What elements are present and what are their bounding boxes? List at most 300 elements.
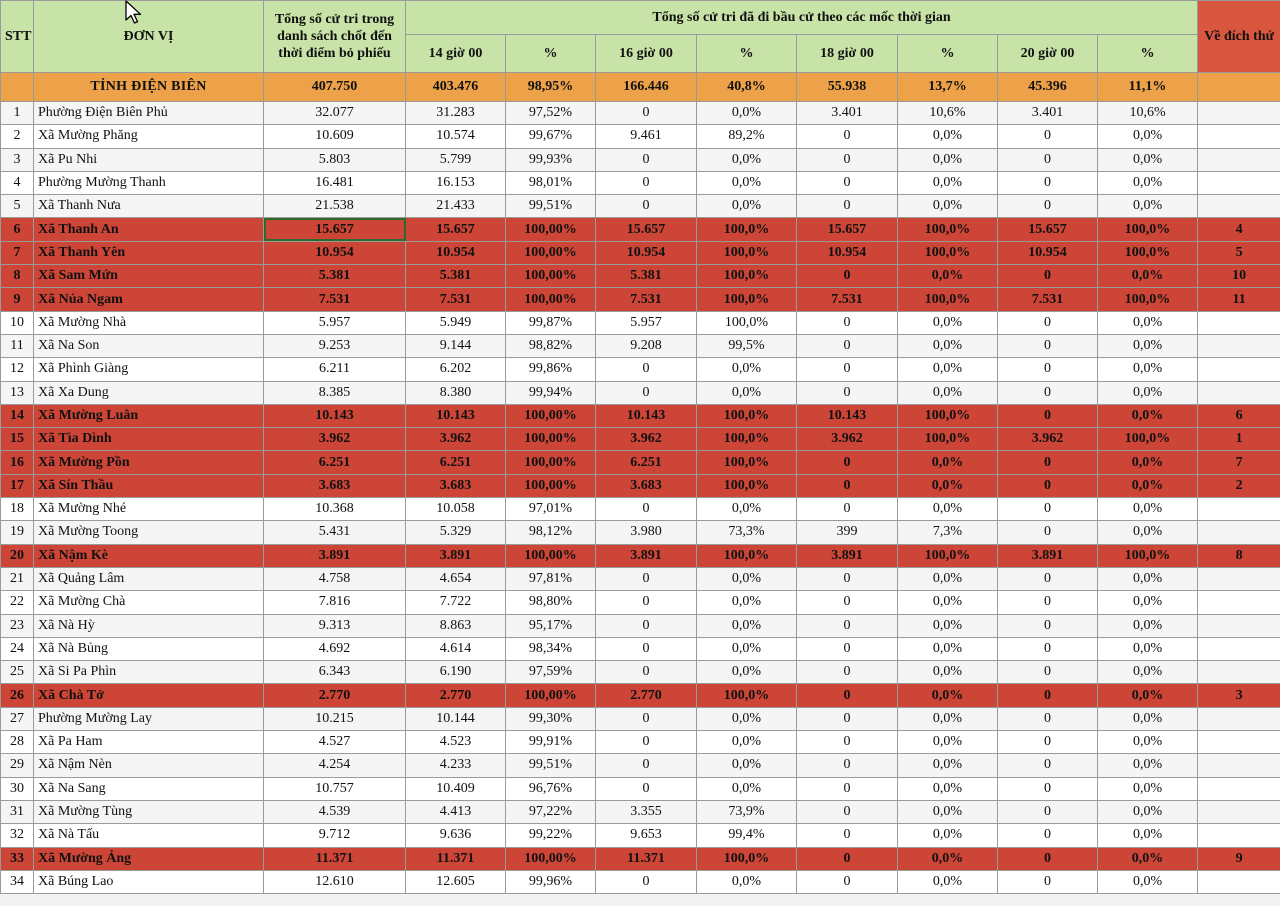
row-pct-18h[interactable]: 0,0% — [898, 567, 998, 590]
row-stt[interactable]: 16 — [1, 451, 34, 474]
row-stt[interactable]: 15 — [1, 428, 34, 451]
row-voted-16h[interactable]: 9.208 — [596, 334, 697, 357]
row-unit-name[interactable]: Xã Mường Chà — [34, 591, 264, 614]
row-voted-18h[interactable]: 0 — [797, 451, 898, 474]
row-total-voters[interactable]: 4.539 — [264, 800, 406, 823]
row-pct-18h[interactable]: 0,0% — [898, 171, 998, 194]
row-voted-14h[interactable]: 6.202 — [406, 358, 506, 381]
row-pct-16h[interactable]: 0,0% — [697, 637, 797, 660]
row-pct-20h[interactable]: 0,0% — [1098, 707, 1198, 730]
row-voted-20h[interactable]: 7.531 — [998, 288, 1098, 311]
row-finish-rank[interactable]: 9 — [1198, 847, 1280, 870]
row-pct-14h[interactable]: 99,96% — [506, 870, 596, 893]
row-pct-14h[interactable]: 99,91% — [506, 731, 596, 754]
row-pct-14h[interactable]: 100,00% — [506, 241, 596, 264]
table-row[interactable] — [1, 404, 1280, 427]
row-pct-18h[interactable]: 100,0% — [898, 241, 998, 264]
row-unit-name[interactable]: Phường Mường Thanh — [34, 171, 264, 194]
row-voted-20h[interactable]: 0 — [998, 637, 1098, 660]
row-pct-16h[interactable]: 0,0% — [697, 731, 797, 754]
row-finish-rank[interactable]: 6 — [1198, 404, 1280, 427]
total-voters[interactable]: 407.750 — [264, 73, 406, 102]
row-unit-name[interactable]: Xã Pu Nhi — [34, 148, 264, 171]
row-stt[interactable]: 33 — [1, 847, 34, 870]
total-row[interactable] — [1, 73, 1280, 102]
row-unit-name[interactable]: Xã Nậm Nèn — [34, 754, 264, 777]
row-total-voters[interactable]: 6.211 — [264, 358, 406, 381]
row-pct-20h[interactable]: 0,0% — [1098, 148, 1198, 171]
row-pct-18h[interactable]: 100,0% — [898, 288, 998, 311]
header-unit[interactable]: ĐƠN VỊ — [34, 1, 264, 73]
row-pct-18h[interactable]: 0,0% — [898, 847, 998, 870]
row-pct-16h[interactable]: 0,0% — [697, 707, 797, 730]
row-pct-14h[interactable]: 99,67% — [506, 125, 596, 148]
row-voted-14h[interactable]: 12.605 — [406, 870, 506, 893]
row-unit-name[interactable]: Phường Mường Lay — [34, 707, 264, 730]
row-voted-14h[interactable]: 8.380 — [406, 381, 506, 404]
row-stt[interactable]: 25 — [1, 661, 34, 684]
row-voted-20h[interactable]: 10.954 — [998, 241, 1098, 264]
row-pct-18h[interactable]: 0,0% — [898, 707, 998, 730]
row-voted-20h[interactable]: 15.657 — [998, 218, 1098, 241]
row-total-voters[interactable]: 5.803 — [264, 148, 406, 171]
row-pct-14h[interactable]: 100,00% — [506, 544, 596, 567]
row-pct-16h[interactable]: 0,0% — [697, 777, 797, 800]
row-pct-16h[interactable]: 0,0% — [697, 148, 797, 171]
table-row[interactable] — [1, 195, 1280, 218]
row-pct-14h[interactable]: 99,87% — [506, 311, 596, 334]
row-voted-18h[interactable]: 0 — [797, 358, 898, 381]
row-voted-16h[interactable]: 11.371 — [596, 847, 697, 870]
table-row[interactable] — [1, 358, 1280, 381]
row-pct-16h[interactable]: 100,0% — [697, 428, 797, 451]
row-voted-16h[interactable]: 0 — [596, 498, 697, 521]
row-total-voters[interactable]: 6.343 — [264, 661, 406, 684]
row-voted-18h[interactable]: 3.891 — [797, 544, 898, 567]
row-voted-18h[interactable]: 0 — [797, 847, 898, 870]
table-row[interactable] — [1, 591, 1280, 614]
row-pct-20h[interactable]: 0,0% — [1098, 334, 1198, 357]
row-voted-18h[interactable]: 0 — [797, 800, 898, 823]
row-voted-20h[interactable]: 0 — [998, 870, 1098, 893]
row-voted-14h[interactable]: 7.531 — [406, 288, 506, 311]
row-stt[interactable]: 11 — [1, 334, 34, 357]
row-voted-16h[interactable]: 9.461 — [596, 125, 697, 148]
row-voted-20h[interactable]: 0 — [998, 381, 1098, 404]
row-pct-16h[interactable]: 100,0% — [697, 451, 797, 474]
row-total-voters[interactable]: 4.527 — [264, 731, 406, 754]
row-voted-14h[interactable]: 5.799 — [406, 148, 506, 171]
row-stt[interactable]: 21 — [1, 567, 34, 590]
row-stt[interactable]: 30 — [1, 777, 34, 800]
row-finish-rank[interactable] — [1198, 591, 1280, 614]
row-voted-16h[interactable]: 0 — [596, 567, 697, 590]
table-row[interactable] — [1, 498, 1280, 521]
row-pct-16h[interactable]: 0,0% — [697, 358, 797, 381]
row-voted-14h[interactable]: 16.153 — [406, 171, 506, 194]
row-stt[interactable]: 32 — [1, 824, 34, 847]
row-pct-20h[interactable]: 0,0% — [1098, 404, 1198, 427]
table-row[interactable] — [1, 637, 1280, 660]
table-row[interactable] — [1, 521, 1280, 544]
row-pct-16h[interactable]: 100,0% — [697, 544, 797, 567]
row-pct-20h[interactable]: 0,0% — [1098, 754, 1198, 777]
row-voted-14h[interactable]: 21.433 — [406, 195, 506, 218]
row-pct-18h[interactable]: 0,0% — [898, 125, 998, 148]
row-total-voters[interactable]: 11.371 — [264, 847, 406, 870]
row-pct-14h[interactable]: 100,00% — [506, 684, 596, 707]
row-voted-16h[interactable]: 10.143 — [596, 404, 697, 427]
row-pct-14h[interactable]: 97,01% — [506, 498, 596, 521]
row-unit-name[interactable]: Xã Na Son — [34, 334, 264, 357]
row-stt[interactable]: 17 — [1, 474, 34, 497]
row-total-voters[interactable]: 8.385 — [264, 381, 406, 404]
row-pct-18h[interactable]: 0,0% — [898, 731, 998, 754]
row-pct-18h[interactable]: 0,0% — [898, 661, 998, 684]
row-voted-16h[interactable]: 3.962 — [596, 428, 697, 451]
row-total-voters[interactable]: 10.609 — [264, 125, 406, 148]
table-row[interactable] — [1, 614, 1280, 637]
row-voted-14h[interactable]: 4.614 — [406, 637, 506, 660]
row-voted-20h[interactable]: 3.962 — [998, 428, 1098, 451]
header-20h[interactable]: 20 giờ 00 — [998, 35, 1098, 73]
header-pct-14h[interactable]: % — [506, 35, 596, 73]
row-pct-14h[interactable]: 99,51% — [506, 754, 596, 777]
row-pct-18h[interactable]: 7,3% — [898, 521, 998, 544]
table-row[interactable] — [1, 824, 1280, 847]
row-unit-name[interactable]: Xã Mường Tùng — [34, 800, 264, 823]
row-total-voters[interactable]: 5.381 — [264, 265, 406, 288]
row-pct-14h[interactable]: 98,82% — [506, 334, 596, 357]
row-voted-14h[interactable]: 3.962 — [406, 428, 506, 451]
row-voted-14h[interactable]: 31.283 — [406, 102, 506, 125]
row-stt[interactable]: 3 — [1, 148, 34, 171]
row-voted-14h[interactable]: 4.654 — [406, 567, 506, 590]
row-finish-rank[interactable] — [1198, 824, 1280, 847]
table-row[interactable] — [1, 707, 1280, 730]
row-voted-16h[interactable]: 10.954 — [596, 241, 697, 264]
row-voted-16h[interactable]: 0 — [596, 870, 697, 893]
table-row[interactable] — [1, 451, 1280, 474]
row-voted-16h[interactable]: 3.980 — [596, 521, 697, 544]
row-finish-rank[interactable] — [1198, 800, 1280, 823]
row-voted-20h[interactable]: 0 — [998, 311, 1098, 334]
row-pct-20h[interactable]: 0,0% — [1098, 800, 1198, 823]
row-stt[interactable]: 9 — [1, 288, 34, 311]
row-voted-20h[interactable]: 0 — [998, 800, 1098, 823]
row-pct-20h[interactable]: 0,0% — [1098, 265, 1198, 288]
row-voted-18h[interactable]: 10.954 — [797, 241, 898, 264]
row-total-voters[interactable]: 10.954 — [264, 241, 406, 264]
row-stt[interactable]: 29 — [1, 754, 34, 777]
row-pct-20h[interactable]: 0,0% — [1098, 777, 1198, 800]
row-stt[interactable]: 24 — [1, 637, 34, 660]
row-unit-name[interactable]: Xã Búng Lao — [34, 870, 264, 893]
row-unit-name[interactable]: Xã Nà Bủng — [34, 637, 264, 660]
table-row[interactable] — [1, 474, 1280, 497]
row-voted-20h[interactable]: 0 — [998, 731, 1098, 754]
row-voted-14h[interactable]: 10.574 — [406, 125, 506, 148]
row-pct-20h[interactable]: 0,0% — [1098, 731, 1198, 754]
row-finish-rank[interactable] — [1198, 311, 1280, 334]
row-voted-16h[interactable]: 0 — [596, 102, 697, 125]
table-row[interactable] — [1, 567, 1280, 590]
row-pct-14h[interactable]: 99,30% — [506, 707, 596, 730]
row-voted-20h[interactable]: 0 — [998, 614, 1098, 637]
row-pct-20h[interactable]: 0,0% — [1098, 870, 1198, 893]
row-voted-18h[interactable]: 0 — [797, 474, 898, 497]
row-stt[interactable]: 6 — [1, 218, 34, 241]
row-unit-name[interactable]: Xã Si Pa Phìn — [34, 661, 264, 684]
row-stt[interactable]: 26 — [1, 684, 34, 707]
row-total-voters[interactable]: 16.481 — [264, 171, 406, 194]
row-pct-16h[interactable]: 100,0% — [697, 474, 797, 497]
row-voted-14h[interactable]: 10.143 — [406, 404, 506, 427]
row-total-voters[interactable]: 5.431 — [264, 521, 406, 544]
row-stt[interactable]: 5 — [1, 195, 34, 218]
row-finish-rank[interactable] — [1198, 195, 1280, 218]
row-voted-18h[interactable]: 7.531 — [797, 288, 898, 311]
row-pct-20h[interactable]: 0,0% — [1098, 521, 1198, 544]
row-total-voters[interactable]: 9.712 — [264, 824, 406, 847]
row-unit-name[interactable]: Xã Mường Ảng — [34, 847, 264, 870]
row-stt[interactable]: 10 — [1, 311, 34, 334]
table-row[interactable] — [1, 870, 1280, 893]
row-voted-20h[interactable]: 0 — [998, 567, 1098, 590]
row-voted-20h[interactable]: 0 — [998, 707, 1098, 730]
row-unit-name[interactable]: Xã Thanh An — [34, 218, 264, 241]
table-row[interactable] — [1, 544, 1280, 567]
row-voted-14h[interactable]: 5.949 — [406, 311, 506, 334]
row-total-voters[interactable]: 12.610 — [264, 870, 406, 893]
row-stt[interactable]: 4 — [1, 171, 34, 194]
row-pct-16h[interactable]: 89,2% — [697, 125, 797, 148]
row-pct-20h[interactable]: 100,0% — [1098, 218, 1198, 241]
row-voted-18h[interactable]: 0 — [797, 824, 898, 847]
row-voted-20h[interactable]: 0 — [998, 498, 1098, 521]
row-pct-16h[interactable]: 0,0% — [697, 381, 797, 404]
row-pct-18h[interactable]: 0,0% — [898, 381, 998, 404]
row-voted-14h[interactable]: 5.329 — [406, 521, 506, 544]
row-unit-name[interactable]: Xã Pa Ham — [34, 731, 264, 754]
header-16h[interactable]: 16 giờ 00 — [596, 35, 697, 73]
row-pct-14h[interactable]: 100,00% — [506, 451, 596, 474]
row-total-voters[interactable]: 7.531 — [264, 288, 406, 311]
row-pct-16h[interactable]: 73,3% — [697, 521, 797, 544]
row-total-voters[interactable]: 10.143 — [264, 404, 406, 427]
row-pct-18h[interactable]: 0,0% — [898, 777, 998, 800]
row-voted-18h[interactable]: 0 — [797, 311, 898, 334]
row-voted-16h[interactable]: 15.657 — [596, 218, 697, 241]
row-total-voters[interactable]: 10.368 — [264, 498, 406, 521]
row-pct-14h[interactable]: 98,80% — [506, 591, 596, 614]
row-unit-name[interactable]: Xã Nậm Kè — [34, 544, 264, 567]
row-unit-name[interactable]: Xã Sín Thầu — [34, 474, 264, 497]
row-pct-14h[interactable]: 100,00% — [506, 428, 596, 451]
row-voted-16h[interactable]: 0 — [596, 777, 697, 800]
row-voted-18h[interactable]: 0 — [797, 637, 898, 660]
total-p16[interactable]: 40,8% — [697, 73, 797, 102]
row-pct-16h[interactable]: 0,0% — [697, 498, 797, 521]
row-total-voters[interactable]: 7.816 — [264, 591, 406, 614]
row-voted-20h[interactable]: 0 — [998, 148, 1098, 171]
row-voted-20h[interactable]: 0 — [998, 521, 1098, 544]
row-finish-rank[interactable] — [1198, 148, 1280, 171]
row-pct-20h[interactable]: 0,0% — [1098, 474, 1198, 497]
row-voted-14h[interactable]: 6.251 — [406, 451, 506, 474]
row-total-voters[interactable]: 10.215 — [264, 707, 406, 730]
row-unit-name[interactable]: Xã Mường Toong — [34, 521, 264, 544]
row-voted-16h[interactable]: 0 — [596, 171, 697, 194]
row-unit-name[interactable]: Xã Sam Mứn — [34, 265, 264, 288]
row-unit-name[interactable]: Xã Núa Ngam — [34, 288, 264, 311]
row-pct-14h[interactable]: 98,12% — [506, 521, 596, 544]
row-pct-20h[interactable]: 0,0% — [1098, 614, 1198, 637]
row-voted-14h[interactable]: 9.144 — [406, 334, 506, 357]
row-pct-20h[interactable]: 100,0% — [1098, 288, 1198, 311]
row-finish-rank[interactable] — [1198, 381, 1280, 404]
row-stt[interactable]: 2 — [1, 125, 34, 148]
row-voted-16h[interactable]: 5.957 — [596, 311, 697, 334]
row-pct-20h[interactable]: 10,6% — [1098, 102, 1198, 125]
row-pct-20h[interactable]: 0,0% — [1098, 451, 1198, 474]
row-pct-14h[interactable]: 97,22% — [506, 800, 596, 823]
row-voted-14h[interactable]: 2.770 — [406, 684, 506, 707]
row-pct-16h[interactable]: 99,4% — [697, 824, 797, 847]
row-pct-14h[interactable]: 95,17% — [506, 614, 596, 637]
row-pct-16h[interactable]: 0,0% — [697, 591, 797, 614]
row-finish-rank[interactable] — [1198, 777, 1280, 800]
row-pct-16h[interactable]: 0,0% — [697, 567, 797, 590]
row-finish-rank[interactable] — [1198, 125, 1280, 148]
row-pct-14h[interactable]: 100,00% — [506, 288, 596, 311]
row-voted-18h[interactable]: 0 — [797, 684, 898, 707]
row-voted-16h[interactable]: 3.355 — [596, 800, 697, 823]
row-pct-16h[interactable]: 0,0% — [697, 870, 797, 893]
row-pct-20h[interactable]: 0,0% — [1098, 684, 1198, 707]
row-voted-16h[interactable]: 0 — [596, 661, 697, 684]
table-row[interactable] — [1, 381, 1280, 404]
row-pct-16h[interactable]: 0,0% — [697, 661, 797, 684]
row-voted-14h[interactable]: 11.371 — [406, 847, 506, 870]
row-voted-18h[interactable]: 0 — [797, 381, 898, 404]
row-pct-16h[interactable]: 100,0% — [697, 847, 797, 870]
row-pct-20h[interactable]: 100,0% — [1098, 428, 1198, 451]
row-unit-name[interactable]: Xã Chà Tở — [34, 684, 264, 707]
row-pct-20h[interactable]: 0,0% — [1098, 824, 1198, 847]
row-pct-16h[interactable]: 0,0% — [697, 614, 797, 637]
row-voted-20h[interactable]: 0 — [998, 777, 1098, 800]
table-row[interactable] — [1, 684, 1280, 707]
row-finish-rank[interactable]: 4 — [1198, 218, 1280, 241]
row-total-voters[interactable]: 15.657 — [264, 218, 406, 241]
row-pct-14h[interactable]: 99,94% — [506, 381, 596, 404]
table-row[interactable] — [1, 102, 1280, 125]
row-voted-16h[interactable]: 0 — [596, 754, 697, 777]
table-row[interactable] — [1, 265, 1280, 288]
header-pct-18h[interactable]: % — [898, 35, 998, 73]
row-finish-rank[interactable] — [1198, 754, 1280, 777]
row-total-voters[interactable]: 10.757 — [264, 777, 406, 800]
row-pct-14h[interactable]: 100,00% — [506, 847, 596, 870]
row-voted-20h[interactable]: 3.401 — [998, 102, 1098, 125]
row-pct-16h[interactable]: 0,0% — [697, 195, 797, 218]
row-voted-14h[interactable]: 10.058 — [406, 498, 506, 521]
row-pct-16h[interactable]: 73,9% — [697, 800, 797, 823]
table-row[interactable] — [1, 171, 1280, 194]
row-pct-18h[interactable]: 0,0% — [898, 684, 998, 707]
row-stt[interactable]: 23 — [1, 614, 34, 637]
row-pct-18h[interactable]: 0,0% — [898, 358, 998, 381]
row-stt[interactable]: 31 — [1, 800, 34, 823]
table-row[interactable] — [1, 311, 1280, 334]
row-pct-20h[interactable]: 0,0% — [1098, 381, 1198, 404]
row-pct-18h[interactable]: 0,0% — [898, 195, 998, 218]
row-pct-18h[interactable]: 0,0% — [898, 824, 998, 847]
row-voted-18h[interactable]: 0 — [797, 731, 898, 754]
row-pct-14h[interactable]: 98,01% — [506, 171, 596, 194]
row-finish-rank[interactable] — [1198, 498, 1280, 521]
header-stt[interactable]: STT — [1, 1, 34, 73]
row-voted-18h[interactable]: 0 — [797, 870, 898, 893]
row-voted-20h[interactable]: 0 — [998, 847, 1098, 870]
total-p14[interactable]: 98,95% — [506, 73, 596, 102]
row-voted-20h[interactable]: 0 — [998, 265, 1098, 288]
row-stt[interactable]: 8 — [1, 265, 34, 288]
row-pct-14h[interactable]: 99,22% — [506, 824, 596, 847]
row-unit-name[interactable]: Xã Thanh Nưa — [34, 195, 264, 218]
total-name[interactable]: TỈNH ĐIỆN BIÊN — [34, 73, 264, 102]
row-voted-18h[interactable]: 0 — [797, 498, 898, 521]
row-voted-20h[interactable]: 0 — [998, 824, 1098, 847]
row-pct-18h[interactable]: 0,0% — [898, 614, 998, 637]
row-finish-rank[interactable] — [1198, 102, 1280, 125]
row-voted-20h[interactable]: 0 — [998, 661, 1098, 684]
row-pct-18h[interactable]: 0,0% — [898, 148, 998, 171]
total-v18[interactable]: 55.938 — [797, 73, 898, 102]
table-row[interactable] — [1, 800, 1280, 823]
row-stt[interactable]: 34 — [1, 870, 34, 893]
row-unit-name[interactable]: Xã Thanh Yên — [34, 241, 264, 264]
row-finish-rank[interactable]: 1 — [1198, 428, 1280, 451]
row-pct-16h[interactable]: 100,0% — [697, 288, 797, 311]
row-voted-20h[interactable]: 0 — [998, 474, 1098, 497]
row-pct-20h[interactable]: 100,0% — [1098, 241, 1198, 264]
row-total-voters[interactable]: 32.077 — [264, 102, 406, 125]
row-voted-14h[interactable]: 9.636 — [406, 824, 506, 847]
row-finish-rank[interactable]: 10 — [1198, 265, 1280, 288]
row-pct-18h[interactable]: 10,6% — [898, 102, 998, 125]
row-voted-20h[interactable]: 0 — [998, 754, 1098, 777]
row-pct-18h[interactable]: 0,0% — [898, 498, 998, 521]
row-voted-18h[interactable]: 0 — [797, 125, 898, 148]
row-finish-rank[interactable] — [1198, 334, 1280, 357]
row-pct-20h[interactable]: 0,0% — [1098, 125, 1198, 148]
row-pct-16h[interactable]: 100,0% — [697, 265, 797, 288]
row-total-voters[interactable]: 4.692 — [264, 637, 406, 660]
row-voted-16h[interactable]: 0 — [596, 381, 697, 404]
row-pct-18h[interactable]: 0,0% — [898, 311, 998, 334]
row-pct-18h[interactable]: 100,0% — [898, 544, 998, 567]
table-row[interactable] — [1, 661, 1280, 684]
row-voted-18h[interactable]: 0 — [797, 591, 898, 614]
row-finish-rank[interactable] — [1198, 870, 1280, 893]
row-voted-20h[interactable]: 0 — [998, 358, 1098, 381]
row-total-voters[interactable]: 4.758 — [264, 567, 406, 590]
row-total-voters[interactable]: 21.538 — [264, 195, 406, 218]
header-target[interactable]: Về đích thứ — [1198, 1, 1280, 73]
row-voted-18h[interactable]: 0 — [797, 777, 898, 800]
